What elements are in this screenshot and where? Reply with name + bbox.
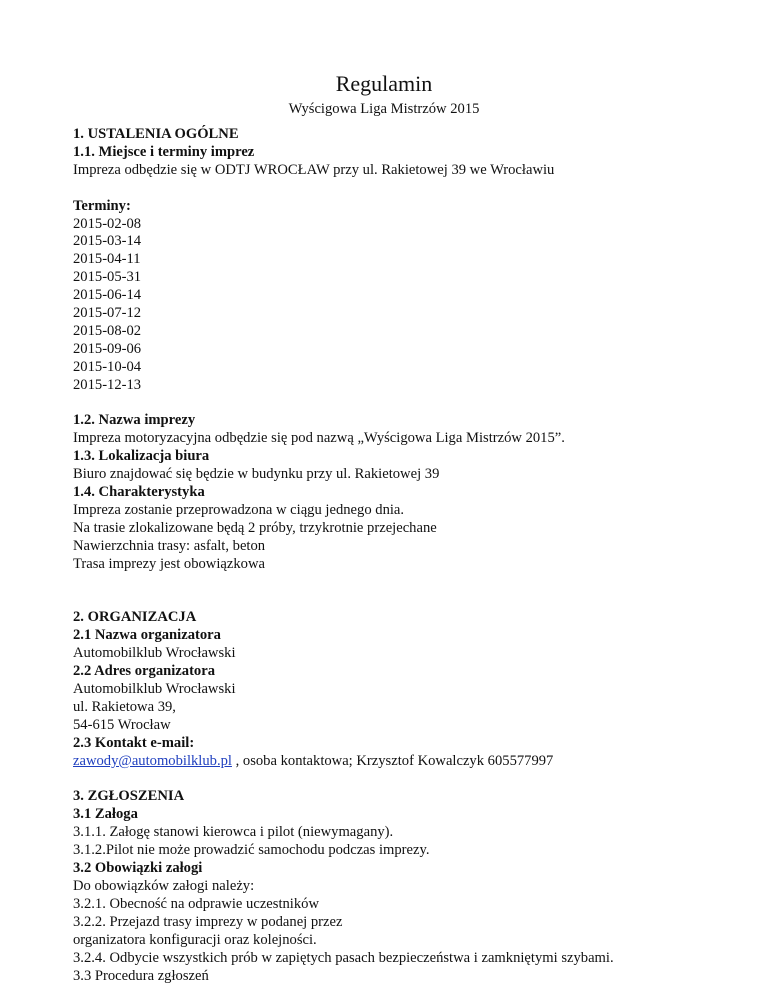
email-link[interactable]: zawody@automobilklub.pl	[73, 752, 232, 769]
paragraph-3-1-line: 3.1.1. Załogę stanowi kierowca i pilot (niewymagany).	[73, 824, 394, 841]
date-item: 2015-04-11	[73, 251, 141, 268]
paragraph-3-2-line: 3.2.2. Przejazd trasy imprezy w podanej przez	[73, 913, 343, 930]
organizer-name: Automobilklub Wrocławski	[73, 645, 236, 662]
subsection-2-1-heading: 2.1 Nazwa organizatora	[73, 627, 221, 644]
date-item: 2015-09-06	[73, 340, 142, 357]
section-3-heading: 3. ZGŁOSZENIA	[73, 788, 185, 805]
subsection-3-3-heading: 3.3 Procedura zgłoszeń	[73, 967, 209, 984]
paragraph-3-2-line: 3.2.1. Obecność na odprawie uczestników	[73, 895, 319, 912]
subsection-2-2-heading: 2.2 Adres organizatora	[73, 663, 216, 680]
address-line: Automobilklub Wrocławski	[73, 681, 236, 698]
contact-person-text: , osoba kontaktowa; Krzysztof Kowalczyk 605577997	[231, 752, 554, 769]
paragraph-3-2-line: Do obowiązków załogi należy:	[73, 878, 255, 894]
subsection-1-3-heading: 1.3. Lokalizacja biura	[73, 448, 210, 465]
date-item: 2015-03-14	[73, 233, 142, 250]
date-item: 2015-05-31	[73, 269, 142, 286]
paragraph-1-4-line: Nawierzchnia trasy: asfalt, beton	[73, 537, 266, 554]
subsection-1-4-heading: 1.4. Charakterystyka	[73, 484, 205, 501]
paragraph-1-2: Impreza motoryzacyjna odbędzie się pod nazwą „Wyścigowa Liga Mistrzów 2015”.	[73, 430, 565, 447]
paragraph-1-1: Impreza odbędzie się w ODTJ WROCŁAW przy ul. Rakietowej 39 we Wrocławiu	[73, 161, 555, 178]
document-body	[73, 126, 753, 985]
terms-label: Terminy:	[73, 197, 131, 214]
subsection-2-3-heading: 2.3 Kontakt e-mail:	[73, 734, 195, 751]
date-item: 2015-12-13	[73, 376, 142, 393]
contact-line	[73, 753, 753, 771]
paragraph-3-2-line: 3.2.4. Odbycie wszystkich prób w zapiętych pasach bezpieczeństwa i zamkniętymi szybami.	[73, 949, 614, 966]
date-item: 2015-08-02	[73, 322, 142, 339]
section-1-heading: 1. USTALENIA OGÓLNE	[73, 126, 239, 142]
paragraph-3-2-line: organizatora konfiguracji oraz kolejności.	[73, 931, 317, 948]
section-2-heading: 2. ORGANIZACJA	[73, 609, 197, 626]
date-item: 2015-10-04	[73, 358, 142, 375]
address-line: ul. Rakietowa 39,	[73, 698, 176, 715]
paragraph-1-3: Biuro znajdować się będzie w budynku przy ul. Rakietowej 39	[73, 466, 440, 483]
paragraph-1-4-line: Na trasie zlokalizowane będą 2 próby, trzykrotnie przejechane	[73, 519, 437, 536]
paragraph-3-1-line: 3.1.2.Pilot nie może prowadzić samochodu podczas imprezy.	[73, 842, 430, 859]
date-item: 2015-06-14	[73, 287, 142, 304]
document-title: Regulamin	[335, 71, 433, 96]
subsection-1-1-heading: 1.1. Miejsce i terminy imprez	[73, 143, 255, 160]
address-line: 54-615 Wrocław	[73, 716, 171, 733]
document-subtitle: Wyścigowa Liga Mistrzów 2015	[288, 101, 480, 117]
date-item: 2015-02-08	[73, 215, 142, 232]
subsection-3-1-heading: 3.1 Załoga	[73, 806, 138, 823]
paragraph-1-4-line: Trasa imprezy jest obowiązkowa	[73, 555, 265, 572]
date-item: 2015-07-12	[73, 305, 142, 322]
subsection-3-2-heading: 3.2 Obowiązki załogi	[73, 860, 203, 877]
subsection-1-2-heading: 1.2. Nazwa imprezy	[73, 412, 196, 429]
paragraph-1-4-line: Impreza zostanie przeprowadzona w ciągu jednego dnia.	[73, 502, 405, 518]
